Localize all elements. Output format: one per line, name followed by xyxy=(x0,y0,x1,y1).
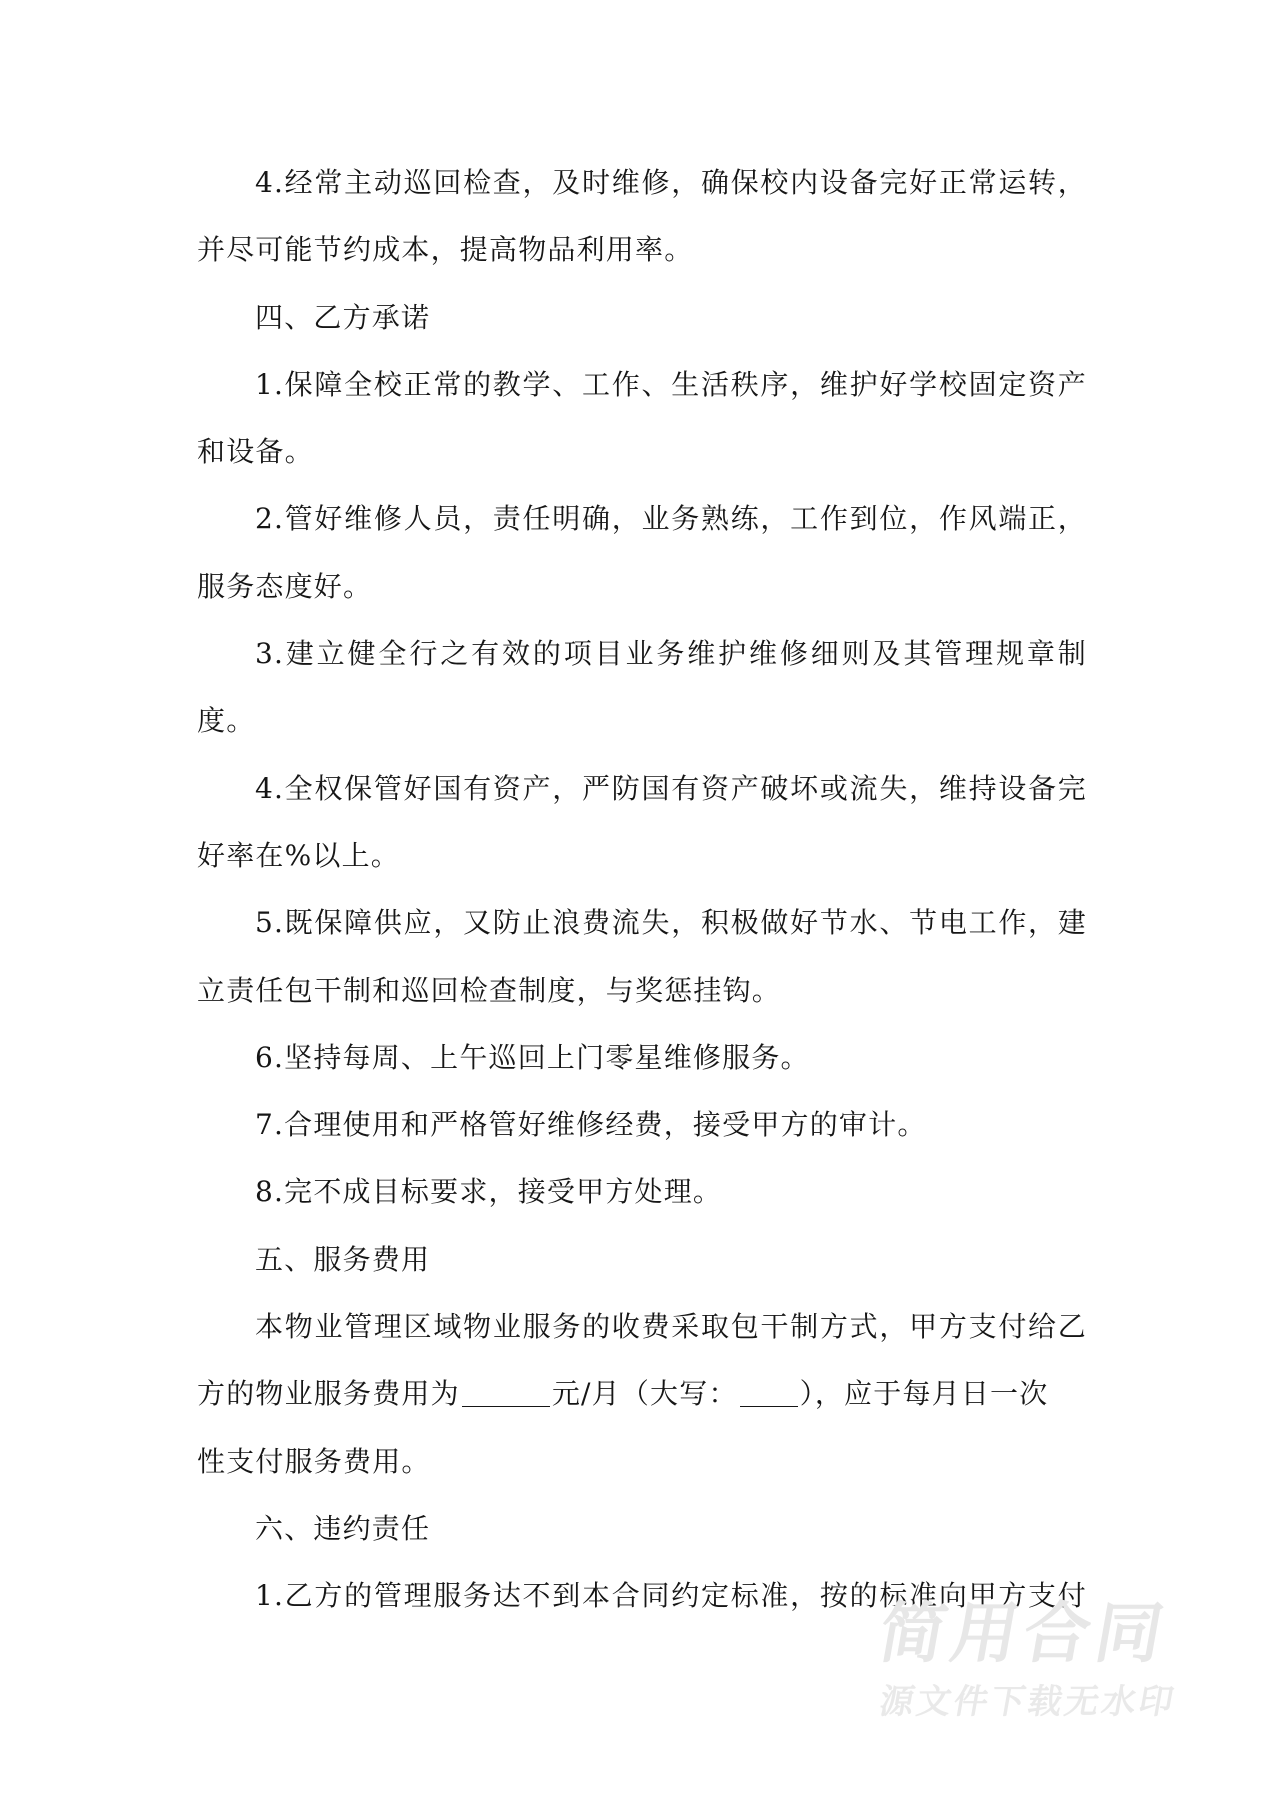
commitment-5-line-1: 5.既保障供应，又防止浪费流失，积极做好节水、节电工作，建 xyxy=(255,906,1087,940)
fee-capital-amount-blank[interactable] xyxy=(740,1376,798,1407)
commitment-2-line-2: 服务态度好。 xyxy=(197,569,373,603)
clause-4-line-2: 并尽可能节约成本，提高物品利用率。 xyxy=(197,233,694,267)
contract-body xyxy=(197,149,1087,1630)
fee-amount-blank[interactable] xyxy=(462,1376,550,1407)
commitment-1-line-2: 和设备。 xyxy=(197,435,314,469)
fee-clause-line-2 xyxy=(197,1360,1087,1427)
commitment-4-line-2: 好率在%以上。 xyxy=(197,838,401,872)
commitment-8: 8.完不成目标要求，接受甲方处理。 xyxy=(255,1175,723,1209)
section-heading-service-fees: 五、服务费用 xyxy=(255,1242,431,1276)
fee-clause-line-3: 性支付服务费用。 xyxy=(197,1444,431,1478)
commitment-2-line-1: 2.管好维修人员，责任明确，业务熟练，工作到位，作风端正， xyxy=(255,502,1087,536)
fee-clause-line-1: 本物业管理区域物业服务的收费采取包干制方式，甲方支付给乙 xyxy=(255,1310,1087,1344)
commitment-7: 7.合理使用和严格管好维修经费，接受甲方的审计。 xyxy=(255,1108,927,1142)
commitment-1-line-1: 1.保障全校正常的教学、工作、生活秩序，维护好学校固定资产 xyxy=(255,367,1087,401)
commitment-4-line-1: 4.全权保管好国有资产，严防国有资产破坏或流失，维持设备完 xyxy=(255,771,1087,805)
liability-1-line-1: 1.乙方的管理服务达不到本合同约定标准，按的标准向甲方支付 xyxy=(255,1579,1087,1613)
fee-text-part-3: ），应于每月日一次 xyxy=(799,1377,1049,1411)
watermark-brand: 简用合同 xyxy=(873,1595,1175,1672)
commitment-6: 6.坚持每周、上午巡回上门零星维修服务。 xyxy=(255,1040,810,1074)
fee-text-part-1: 方的物业服务费用为 xyxy=(197,1377,460,1411)
clause-4-line-1: 4.经常主动巡回检查，及时维修，确保校内设备完好正常运转， xyxy=(255,166,1087,199)
section-heading-breach-liability: 六、违约责任 xyxy=(255,1511,431,1545)
section-heading-party-b-commitments: 四、乙方承诺 xyxy=(255,300,431,334)
commitment-5-line-2: 立责任包干制和巡回检查制度，与奖惩挂钩。 xyxy=(197,973,782,1007)
commitment-3-line-2: 度。 xyxy=(197,704,256,738)
commitment-3-line-1: 3.建立健全行之有效的项目业务维护维修细则及其管理规章制 xyxy=(255,637,1087,671)
fee-text-part-2: 元/月（大写： xyxy=(551,1377,738,1411)
watermark-tagline: 源文件下载无水印 xyxy=(876,1682,1180,1722)
